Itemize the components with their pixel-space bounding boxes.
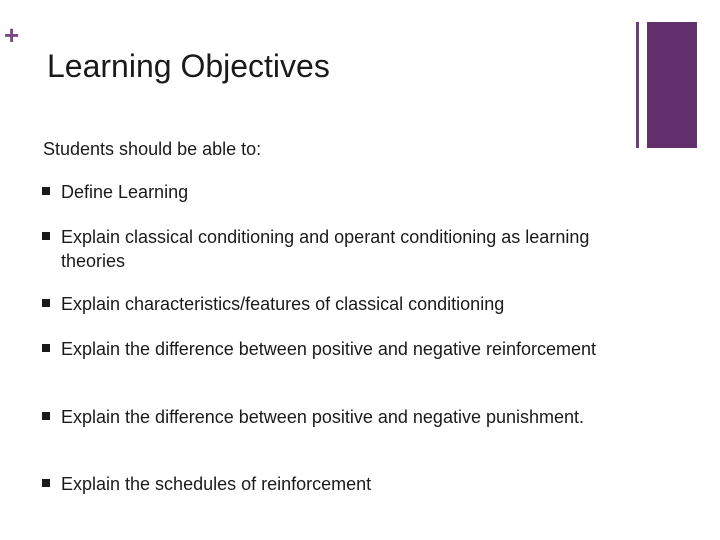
list-item-text: Explain the difference between positive and negative reinforcement [61, 339, 597, 359]
list-item-text: Define Learning [61, 182, 189, 202]
accent-line [636, 22, 639, 148]
intro-text: Students should be able to: [43, 139, 262, 159]
square-bullet-icon [42, 479, 50, 487]
square-bullet-icon [42, 344, 50, 352]
list-item-text: Explain classical conditioning and operant conditioning as learning theories [61, 227, 590, 271]
accent-block [647, 22, 697, 148]
square-bullet-icon [42, 412, 50, 420]
list-item-text: Explain the schedules of reinforcement [61, 474, 372, 494]
list-item-text: Explain the difference between positive and negative punishment. [61, 407, 585, 427]
plus-icon: + [4, 20, 20, 50]
slide-title: Learning Objectives [47, 48, 330, 84]
square-bullet-icon [42, 187, 50, 195]
square-bullet-icon [42, 232, 50, 240]
square-bullet-icon [42, 299, 50, 307]
list-item-text: Explain characteristics/features of classical conditioning [61, 294, 505, 314]
